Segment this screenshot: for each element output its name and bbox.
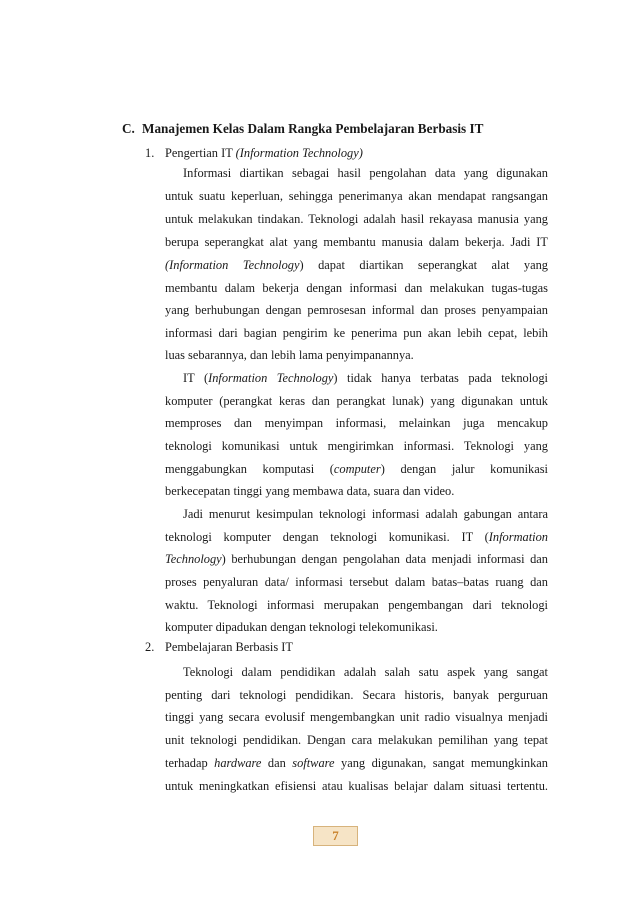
paragraph-line: IT (Information Technology) tidak hanya terbatas pada teknologi bbox=[183, 371, 548, 385]
paragraph-line: informasi dari bagian pengirim ke penerima pun akan lebih cepat, lebih bbox=[165, 326, 548, 340]
subsection-heading-2 bbox=[145, 640, 293, 655]
subsection-title: Pembelajaran Berbasis IT bbox=[165, 640, 293, 654]
paragraph-line: untuk melakukan tindakan. Teknologi adalah hasil rekayasa manusia yang bbox=[165, 212, 548, 226]
paragraph-line: teknologi komputer dengan teknologi komunikasi. IT (Information bbox=[165, 530, 548, 544]
paragraph-line: luas sebarannya, dan lebih lama penyimpanannya. bbox=[165, 348, 414, 362]
section-letter: C. bbox=[122, 121, 135, 136]
subsection-title: Pengertian IT bbox=[165, 146, 236, 160]
paragraph-line: Teknologi dalam pendidikan adalah salah satu aspek yang sangat bbox=[183, 665, 548, 679]
subsection-heading-1 bbox=[145, 146, 363, 161]
paragraph-line: menggabungkan komputasi (computer) dengan jalur komunikasi bbox=[165, 462, 548, 476]
paragraph-line: waktu. Teknologi informasi merupakan pengembangan dari teknologi bbox=[165, 598, 548, 612]
paragraph-line: (Information Technology) dapat diartikan seperangkat alat yang bbox=[165, 258, 548, 272]
paragraph-line: unit teknologi pendidikan. Dengan cara melakukan pemilihan yang tepat bbox=[165, 733, 548, 747]
paragraph-line: memproses dan menyimpan informasi, melainkan juga mencakup bbox=[165, 416, 548, 430]
paragraph-line: penting dari teknologi pendidikan. Secara historis, banyak perguruan bbox=[165, 688, 548, 702]
subsection-title-italic: (Information Technology) bbox=[235, 146, 363, 160]
paragraph-line: yang berhubungan dengan pemrosesan informal dan proses penyampaian bbox=[165, 303, 548, 317]
paragraph-line: untuk suatu keperluan, sehingga penerimanya akan mendapat rangsangan bbox=[165, 189, 548, 203]
paragraph-line: Informasi diartikan sebagai hasil pengolahan data yang digunakan bbox=[183, 166, 548, 180]
paragraph-line: teknologi komunikasi untuk mengirimkan informasi. Teknologi yang bbox=[165, 439, 548, 453]
subsection-number: 2. bbox=[145, 640, 155, 654]
section-heading bbox=[122, 121, 483, 137]
paragraph-line: tinggi yang secara evolusif mengembangkan unit radio visualnya menjadi bbox=[165, 710, 548, 724]
paragraph-line: berupa seperangkat alat yang membantu manusia dalam bekerja. Jadi IT bbox=[165, 235, 548, 249]
paragraph-line: berkecepatan tinggi yang membawa data, suara dan video. bbox=[165, 484, 455, 498]
paragraph-line: untuk meningkatkan efisiensi atau kualisas belajar dalam situasi tertentu. bbox=[165, 779, 548, 793]
subsection-number: 1. bbox=[145, 146, 155, 160]
paragraph-line: terhadap hardware dan software yang digunakan, sangat memungkinkan bbox=[165, 756, 548, 770]
paragraph-line: Jadi menurut kesimpulan teknologi informasi adalah gabungan antara bbox=[183, 507, 548, 521]
page-number: 7 bbox=[332, 828, 339, 843]
page-number-box bbox=[313, 826, 358, 846]
paragraph-line: proses penyaluran data/ informasi tersebut dalam batas–batas ruang dan bbox=[165, 575, 548, 589]
paragraph-line: Technology) berhubungan dengan pengolahan data menjadi informasi dan bbox=[165, 552, 548, 566]
paragraph-line: komputer (perangkat keras dan perangkat lunak) yang digunakan untuk bbox=[165, 394, 548, 408]
section-title: Manajemen Kelas Dalam Rangka Pembelajaran Berbasis IT bbox=[142, 121, 484, 136]
paragraph-line: membantu dalam bekerja dengan informasi dan melakukan tugas-tugas bbox=[165, 281, 548, 295]
paragraph-line: komputer dipadukan dengan teknologi telekomunikasi. bbox=[165, 620, 438, 634]
